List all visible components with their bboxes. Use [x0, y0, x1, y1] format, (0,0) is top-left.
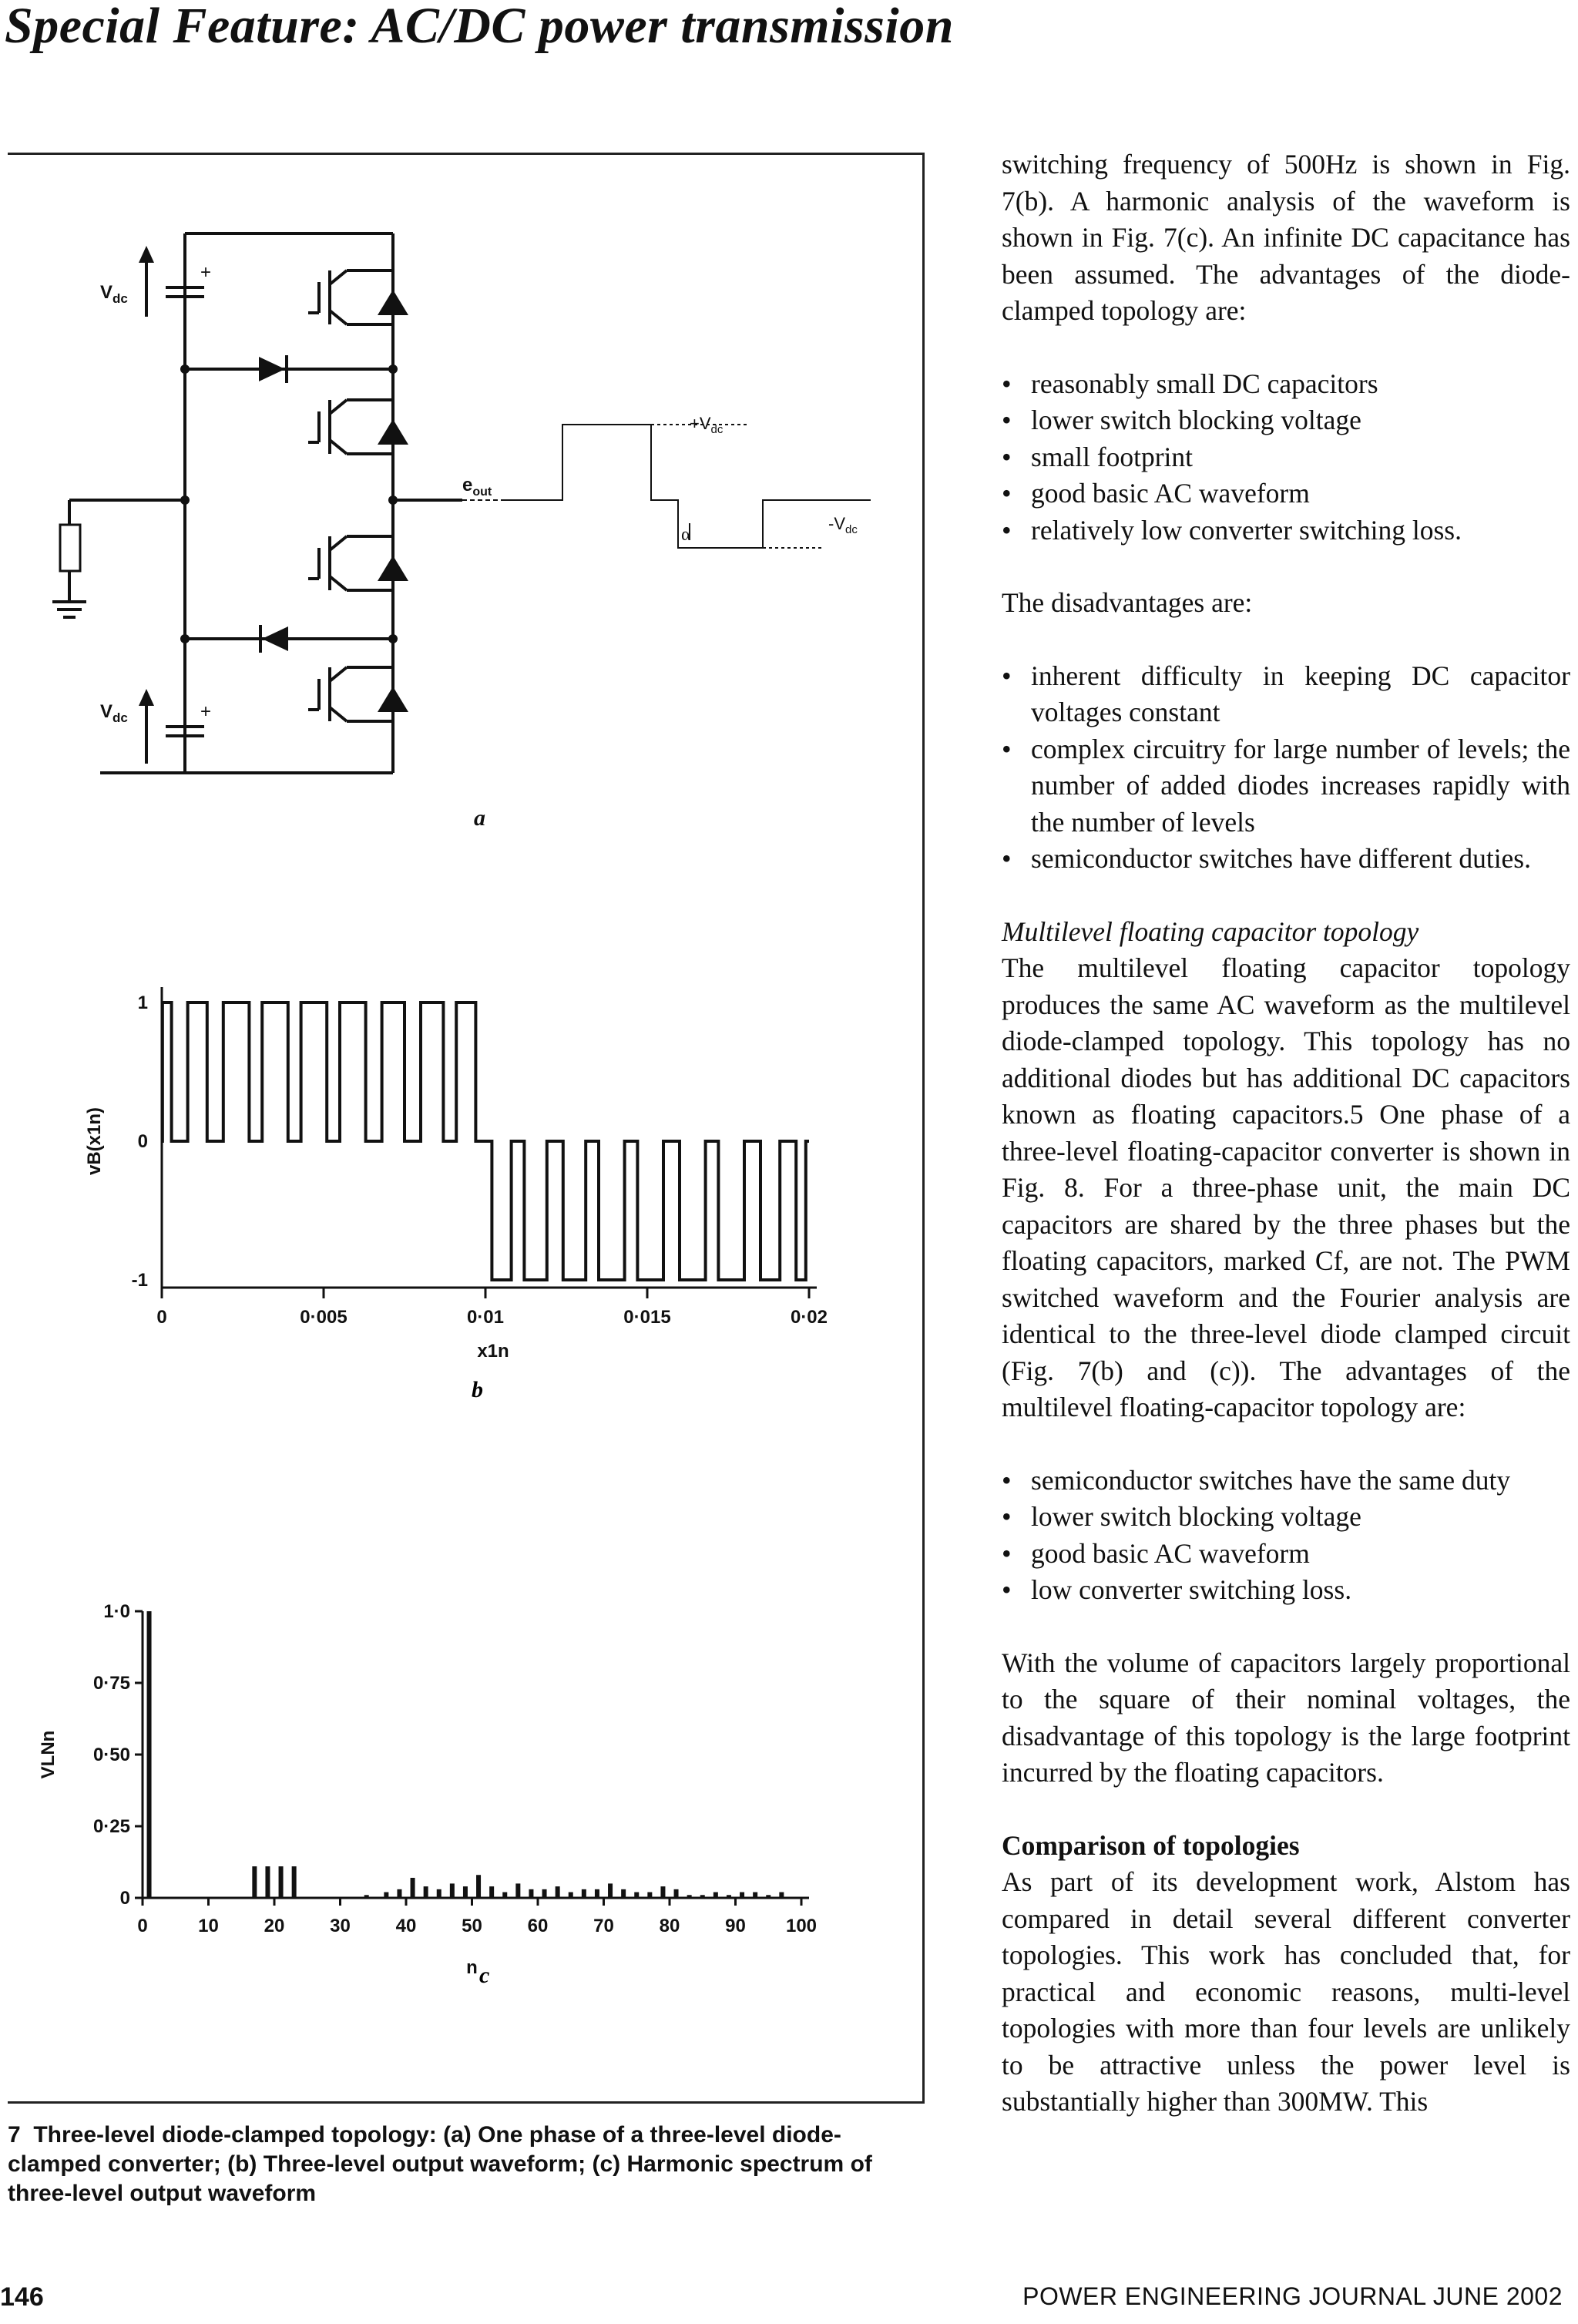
x-tick-label: 10 [198, 1916, 219, 1936]
x-tick-label: 80 [659, 1916, 680, 1936]
section-heading-floating-capacitor: Multilevel floating capacitor topology [1002, 915, 1419, 947]
panel-b-label: b [472, 1377, 483, 1402]
harmonic-bar [529, 1889, 533, 1898]
figure-caption-text: Three-level diode-clamped topology: (a) One phase of a three-level diode-clamped converter; (b) Three-level output waveform; (c) Harmonic spectrum of three-level output waveform [8, 2122, 872, 2206]
x-tick-label: 0·02 [790, 1307, 828, 1328]
panel-c-label: c [479, 1963, 490, 1988]
list-item: • low converter switching loss. [1002, 1572, 1570, 1609]
x-tick-label: 100 [785, 1916, 818, 1936]
harmonic-bar [364, 1895, 369, 1898]
waveform-series [162, 1002, 809, 1280]
figure-7-svg [8, 155, 925, 2106]
figure-7-frame [8, 153, 925, 2104]
harmonic-bar [437, 1889, 442, 1898]
harmonic-bar [424, 1886, 428, 1898]
output-waveform-sketch [439, 425, 871, 548]
diode-d2 [262, 626, 288, 651]
antiparallel-diode-3 [378, 556, 408, 581]
x-tick-label: 0·005 [300, 1307, 347, 1328]
harmonic-bar [450, 1883, 455, 1898]
harmonic-bar [660, 1886, 665, 1898]
vdc-bottom-label: $V_{dc}$ [100, 701, 128, 725]
eout-label: $e_{out}$ [462, 475, 492, 499]
harmonic-bar [292, 1866, 297, 1898]
y-axis-label: vB(x1n) [84, 1107, 105, 1176]
page-header-title: Special Feature: AC/DC power transmission [5, 0, 954, 54]
harmonic-bar [740, 1892, 744, 1898]
figure-caption [8, 2121, 925, 2208]
list-item: • good basic AC waveform [1002, 1536, 1570, 1573]
section-heading-comparison: Comparison of topologies [1002, 1829, 1300, 1861]
paragraph-2: The disadvantages are: [1002, 587, 1253, 618]
y-tick-label: 1·0 [103, 1601, 130, 1622]
harmonic-bar [647, 1892, 652, 1898]
list-item: • good basic AC waveform [1002, 475, 1570, 512]
harmonic-bar [608, 1883, 613, 1898]
harmonic-bar [252, 1866, 257, 1898]
list-item: • relatively low converter switching loss. [1002, 512, 1570, 549]
harmonic-bar [621, 1889, 626, 1898]
harmonic-bar [674, 1889, 679, 1898]
harmonic-bar [502, 1892, 507, 1898]
cap-plus-top: + [200, 262, 212, 283]
list-item: • complex circuitry for large number of levels; the number of added diodes increases rapidly with the number of levels [1002, 731, 1570, 841]
harmonic-bar [700, 1895, 705, 1898]
vdc-top-label: $V_{dc}$ [100, 282, 128, 306]
harmonic-bar [595, 1889, 599, 1898]
antiparallel-diode-2 [378, 419, 408, 445]
switch-4 [308, 667, 393, 721]
switch-3 [308, 536, 393, 590]
y-tick-label: 0 [137, 1131, 148, 1152]
harmonic-bar [713, 1892, 718, 1898]
paragraph-3: The multilevel floating capacitor topology produces the same AC waveform as the multilevel diode-clamped topology. This topology has no additional diodes but has additional DC capacitors known as floating capacitors.5 One phase of a three-level floating-capacitor converter is shown in Fig. 8. For a three-phase unit, the main DC capacitors are shared by the three phases but the floating capacitors, marked Cf, are not. The PWM switched waveform and the Fourier analysis are identical to the three-level diode clamped circuit (Fig. 7(b) and (c)). The advantages of the multilevel floating-capacitor topology are: [1002, 952, 1570, 1422]
body-text-column [1002, 146, 1570, 2121]
paragraph-1: switching frequency of 500Hz is shown in Fig. 7(b). A harmonic analysis of the waveform is shown in Fig. 7(c). An infinite DC capacitance has been assumed. The advantages of the diode-clamped topology are: [1002, 149, 1570, 326]
harmonic-bar [634, 1892, 639, 1898]
x-axis-label: x1n [477, 1341, 509, 1362]
harmonic-bar [515, 1883, 520, 1898]
harmonic-bar [476, 1875, 481, 1898]
harmonic-bar [489, 1886, 494, 1898]
y-axis-label: VLNn [38, 1730, 59, 1779]
circuit-panel-a [52, 233, 871, 773]
list-item: • small footprint [1002, 439, 1570, 476]
harmonic-bar [265, 1866, 270, 1898]
x-tick-label: 90 [725, 1916, 746, 1936]
harmonic-bar [556, 1886, 560, 1898]
advantages-list-2 [1002, 1463, 1570, 1609]
list-item: • semiconductor switches have the same duty [1002, 1463, 1570, 1500]
x-tick-label: 70 [593, 1916, 614, 1936]
list-item: • semiconductor switches have different duties. [1002, 841, 1570, 878]
y-tick-label: 1 [137, 992, 148, 1013]
list-item: • reasonably small DC capacitors [1002, 366, 1570, 403]
journal-footer: POWER ENGINEERING JOURNAL JUNE 2002 [1022, 2282, 1563, 2310]
paragraph-4: With the volume of capacitors largely proportional to the square of their nominal voltages, the disadvantage of this topology is the large footprint incurred by the floating capacitors. [1002, 1647, 1570, 1788]
paragraph-5: As part of its development work, Alstom has compared in detail several different converter topologies. This work has concluded that, for practical and economic reasons, multi-level topologies with more than four levels are unlikely to be attractive unless the power level is substantially higher than 300MW. This [1002, 1866, 1570, 2117]
harmonic-bar [727, 1895, 731, 1898]
y-tick-label: 0·75 [92, 1673, 130, 1694]
x-tick-label: 40 [395, 1916, 417, 1936]
x-tick-label: 0·015 [623, 1307, 671, 1328]
x-tick-label: 30 [330, 1916, 351, 1936]
x-tick-label: 50 [462, 1916, 482, 1936]
x-axis-label: n [466, 1957, 478, 1978]
harmonic-bar [766, 1895, 771, 1898]
page-number: 146 [0, 2282, 44, 2312]
wave-neg-label: $-V_{dc}$ [828, 514, 858, 536]
harmonic-bar [779, 1892, 784, 1898]
x-tick-label: 0 [156, 1307, 167, 1328]
list-item: • lower switch blocking voltage [1002, 402, 1570, 439]
y-tick-label: 0·25 [92, 1816, 130, 1837]
harmonic-bar [384, 1892, 388, 1898]
switch-1 [308, 270, 393, 324]
wave-pos-label: $+V_{dc}$ [690, 414, 724, 436]
harmonic-bar [279, 1866, 284, 1898]
x-tick-label: 0·01 [466, 1307, 505, 1328]
harmonic-bar [542, 1889, 547, 1898]
disadvantages-list [1002, 658, 1570, 878]
panel-a-label: a [474, 805, 485, 831]
antiparallel-diode-4 [378, 687, 408, 712]
vdc-bottom-arrowhead [139, 689, 154, 706]
x-tick-label: 20 [264, 1916, 285, 1936]
harmonic-bar [569, 1892, 573, 1898]
cap-plus-bottom: + [200, 701, 212, 722]
harmonic-bar [411, 1878, 415, 1898]
alpha-label: α [681, 525, 691, 545]
y-tick-label: -1 [131, 1270, 148, 1291]
harmonic-bar [753, 1892, 757, 1898]
switch-2 [308, 400, 393, 454]
harmonic-bar [582, 1889, 586, 1898]
y-tick-label: 0 [119, 1888, 130, 1909]
load-resistor [60, 525, 80, 571]
harmonic-bar [687, 1895, 692, 1898]
chart-b-waveform [84, 987, 828, 1362]
figure-caption-number: 7 [8, 2122, 21, 2148]
harmonic-bar [463, 1886, 468, 1898]
harmonic-bar [397, 1889, 401, 1898]
list-item: • inherent difficulty in keeping DC capacitor voltages constant [1002, 658, 1570, 731]
list-item: • lower switch blocking voltage [1002, 1499, 1570, 1536]
diode-d1 [259, 357, 285, 381]
antiparallel-diode-1 [378, 290, 408, 315]
advantages-list-1 [1002, 366, 1570, 549]
y-tick-label: 0·50 [92, 1745, 130, 1765]
harmonic-bar [147, 1611, 152, 1898]
vdc-top-arrowhead [139, 246, 154, 263]
chart-c-harmonic-spectrum [38, 1601, 817, 1978]
x-tick-label: 0 [137, 1916, 148, 1936]
x-tick-label: 60 [527, 1916, 549, 1936]
